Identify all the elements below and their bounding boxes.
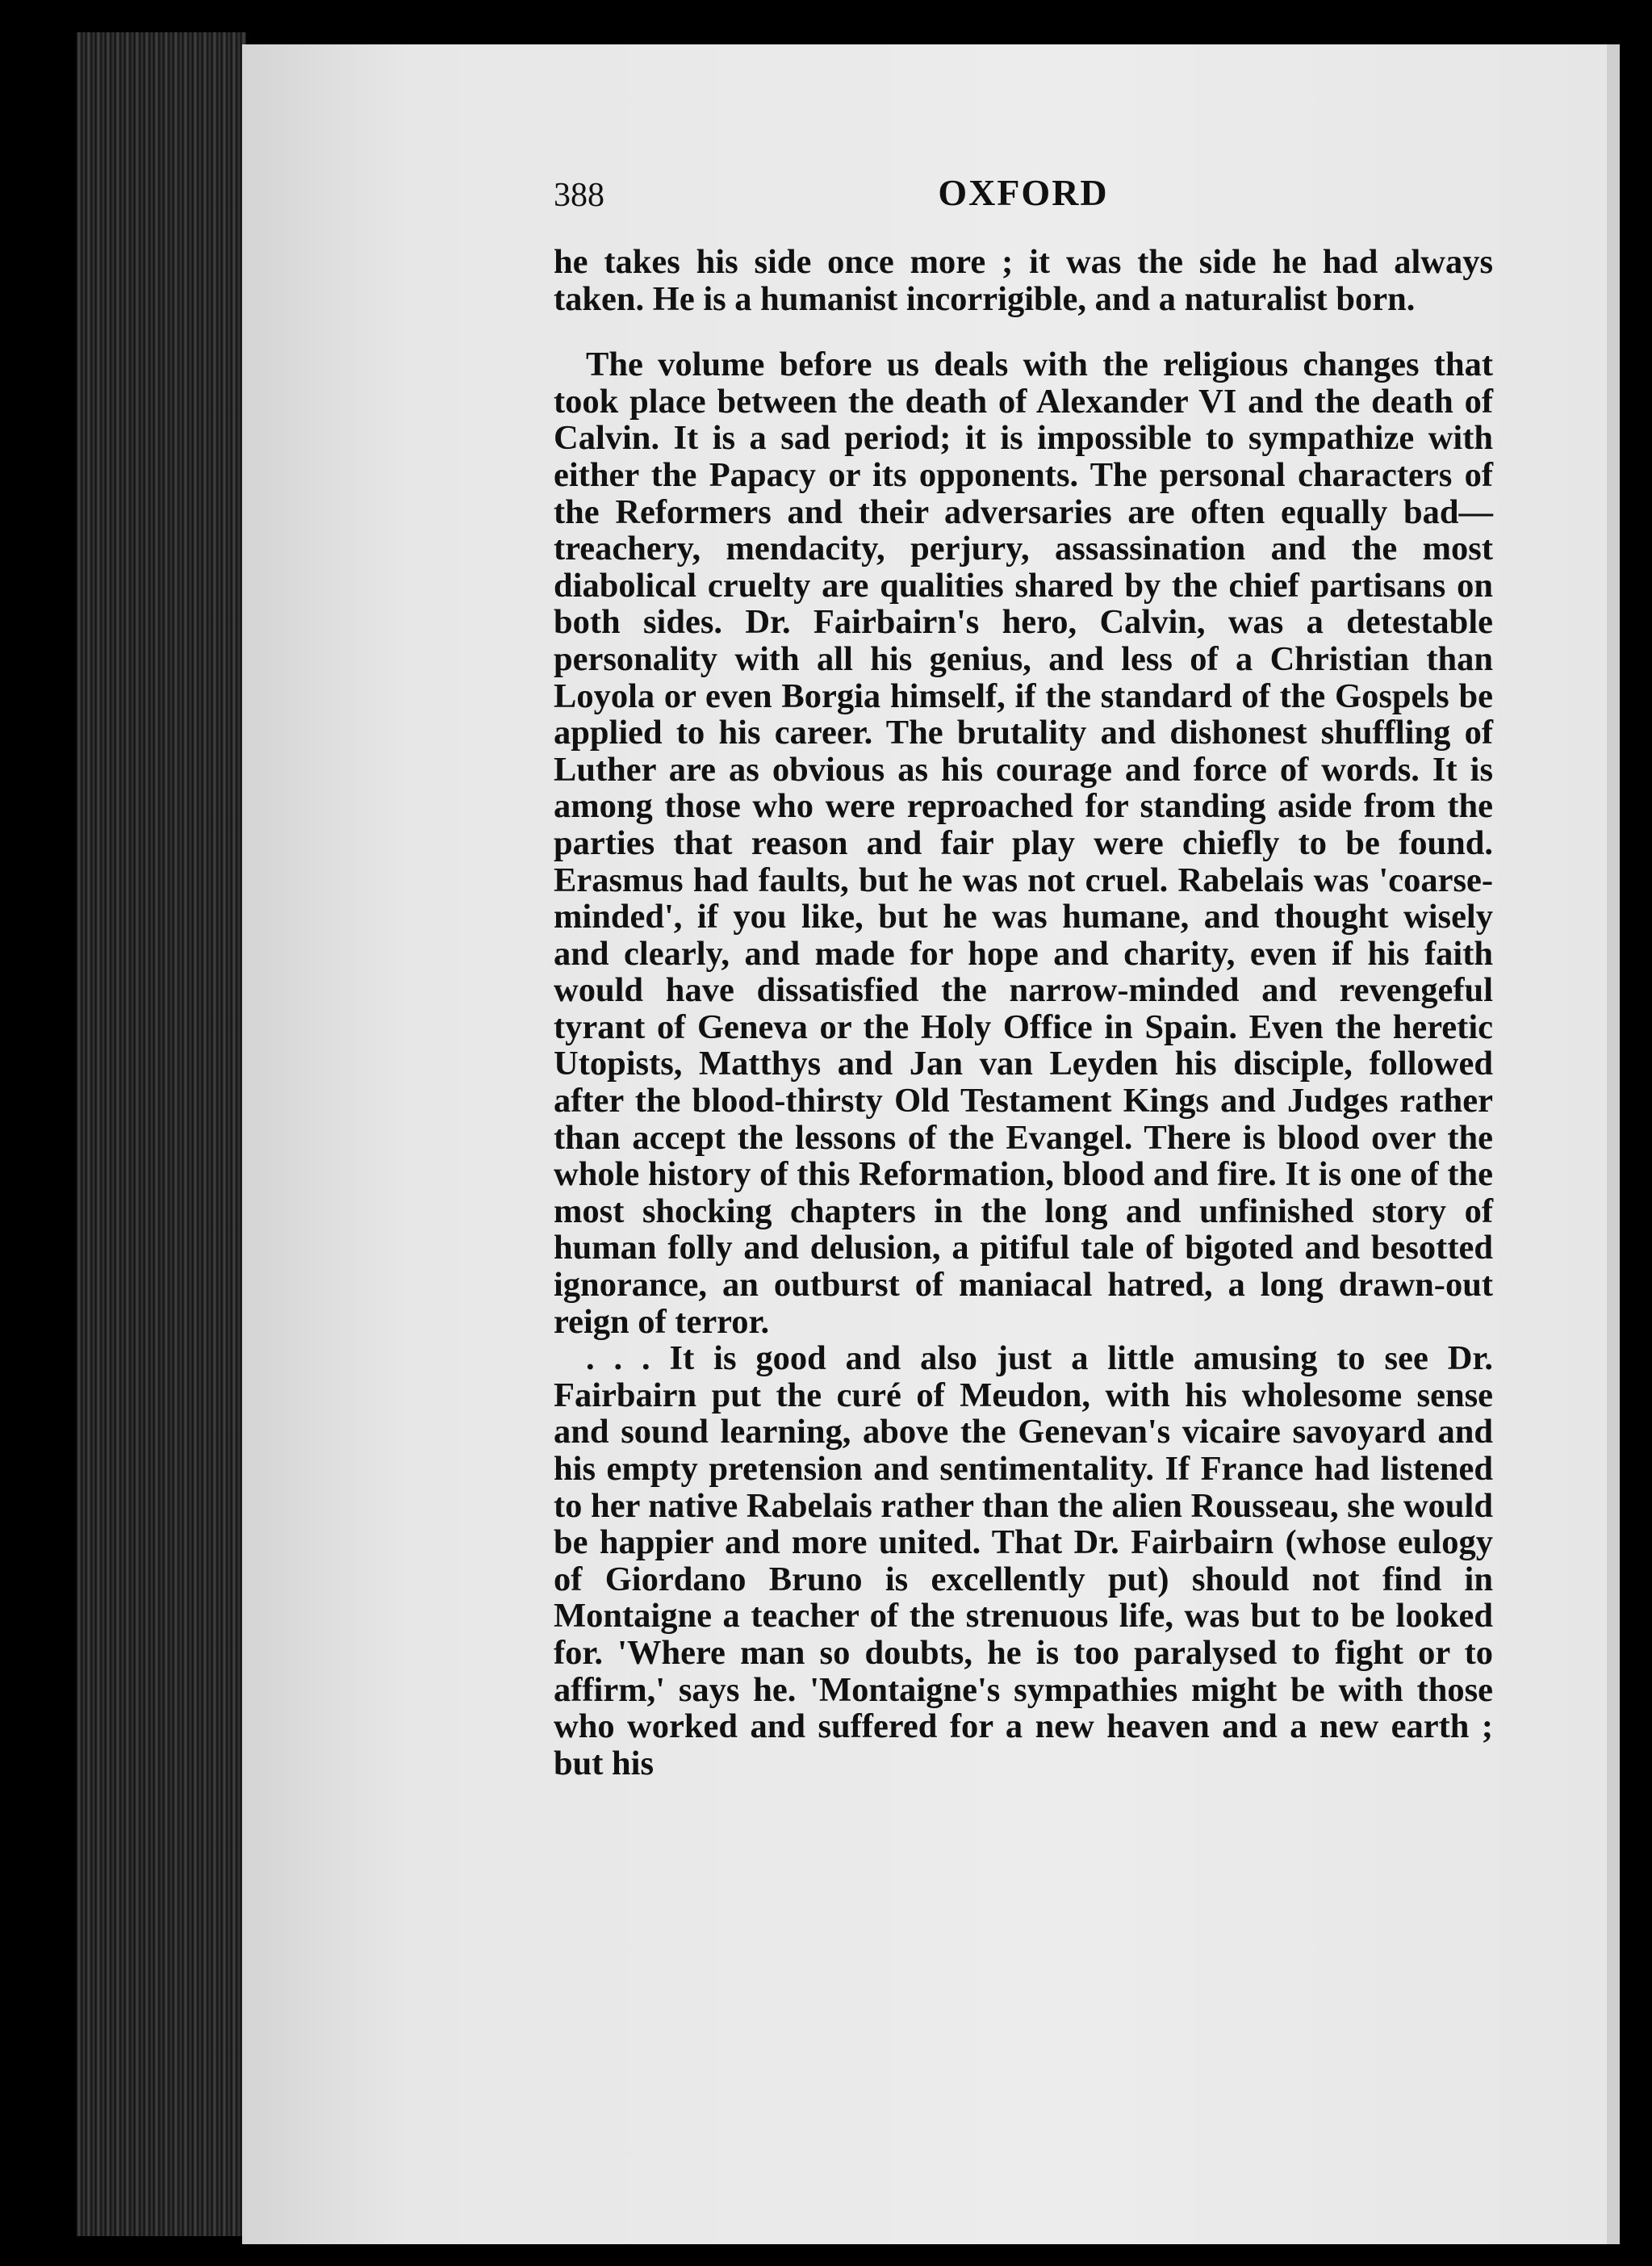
page-text-block	[554, 161, 1493, 1782]
page-number: 388	[554, 177, 604, 214]
paragraph-2: The volume before us deals with the religious changes that took place between the death of Alexander VI and the death of Calvin. It is a sad period; it is impossible to sympathize with either the Papacy or its opponents. The personal characters of the Reformers and their adversaries are often equally bad—treachery, mendacity, perjury, assassination and the most diabolical cruelty are qualities shared by the chief partisans on both sides. Dr. Fairbairn's hero, Calvin, was a detestable personality with all his genius, and less of a Christian than Loyola or even Borgia himself, if the standard of the Gospels be applied to his career. The brutality and dishonest shuffling of Luther are as obvious as his courage and force of words. It is among those who were reproached for standing aside from the parties that reason and fair play were chiefly to be found. Erasmus had faults, but he was not cruel. Rabelais was 'coarse-minded', if you like, but he was humane, and thought wisely and clearly, and made for hope and charity, even if his faith would have dissatisfied the narrow-minded and revengeful tyrant of Geneva or the Holy Office in Spain. Even the heretic Utopists, Matthys and Jan van Leyden his disciple, followed after the blood-thirsty Old Testament Kings and Judges rather than accept the lessons of the Evangel. There is blood over the whole history of this Reformation, blood and fire. It is one of the most shocking chapters in the long and unfinished story of human folly and delusion, a pitiful tale of bigoted and besotted ignorance, an outburst of maniacal hatred, a long drawn-out reign of terror.	[554, 346, 1493, 1341]
book-page-edges	[77, 32, 246, 2236]
paragraph-3: . . . It is good and also just a little amusing to see Dr. Fairbairn put the curé of Meudon, with his wholesome sense and sound learning, above the Genevan's vicaire savoyard and his empty pretension and sentimentality. If France had listened to her native Rabelais rather than the alien Rousseau, she would be happier and more united. That Dr. Fairbairn (whose eulogy of Giordano Bruno is excellently put) should not find in Montaigne a teacher of the strenuous life, was but to be looked for. 'Where man so doubts, he is too paralysed to fight or to affirm,' says he. 'Montaigne's sympathies might be with those who worked and suffered for a new heaven and a new earth ; but his	[554, 1339, 1493, 1782]
running-head	[554, 161, 1493, 218]
paragraph-1: he takes his side once more ; it was the side he had always taken. He is a humanist incorrigible, and a naturalist born.	[554, 243, 1493, 318]
running-title: OXFORD	[938, 172, 1109, 213]
page-edge	[1607, 44, 1620, 2244]
